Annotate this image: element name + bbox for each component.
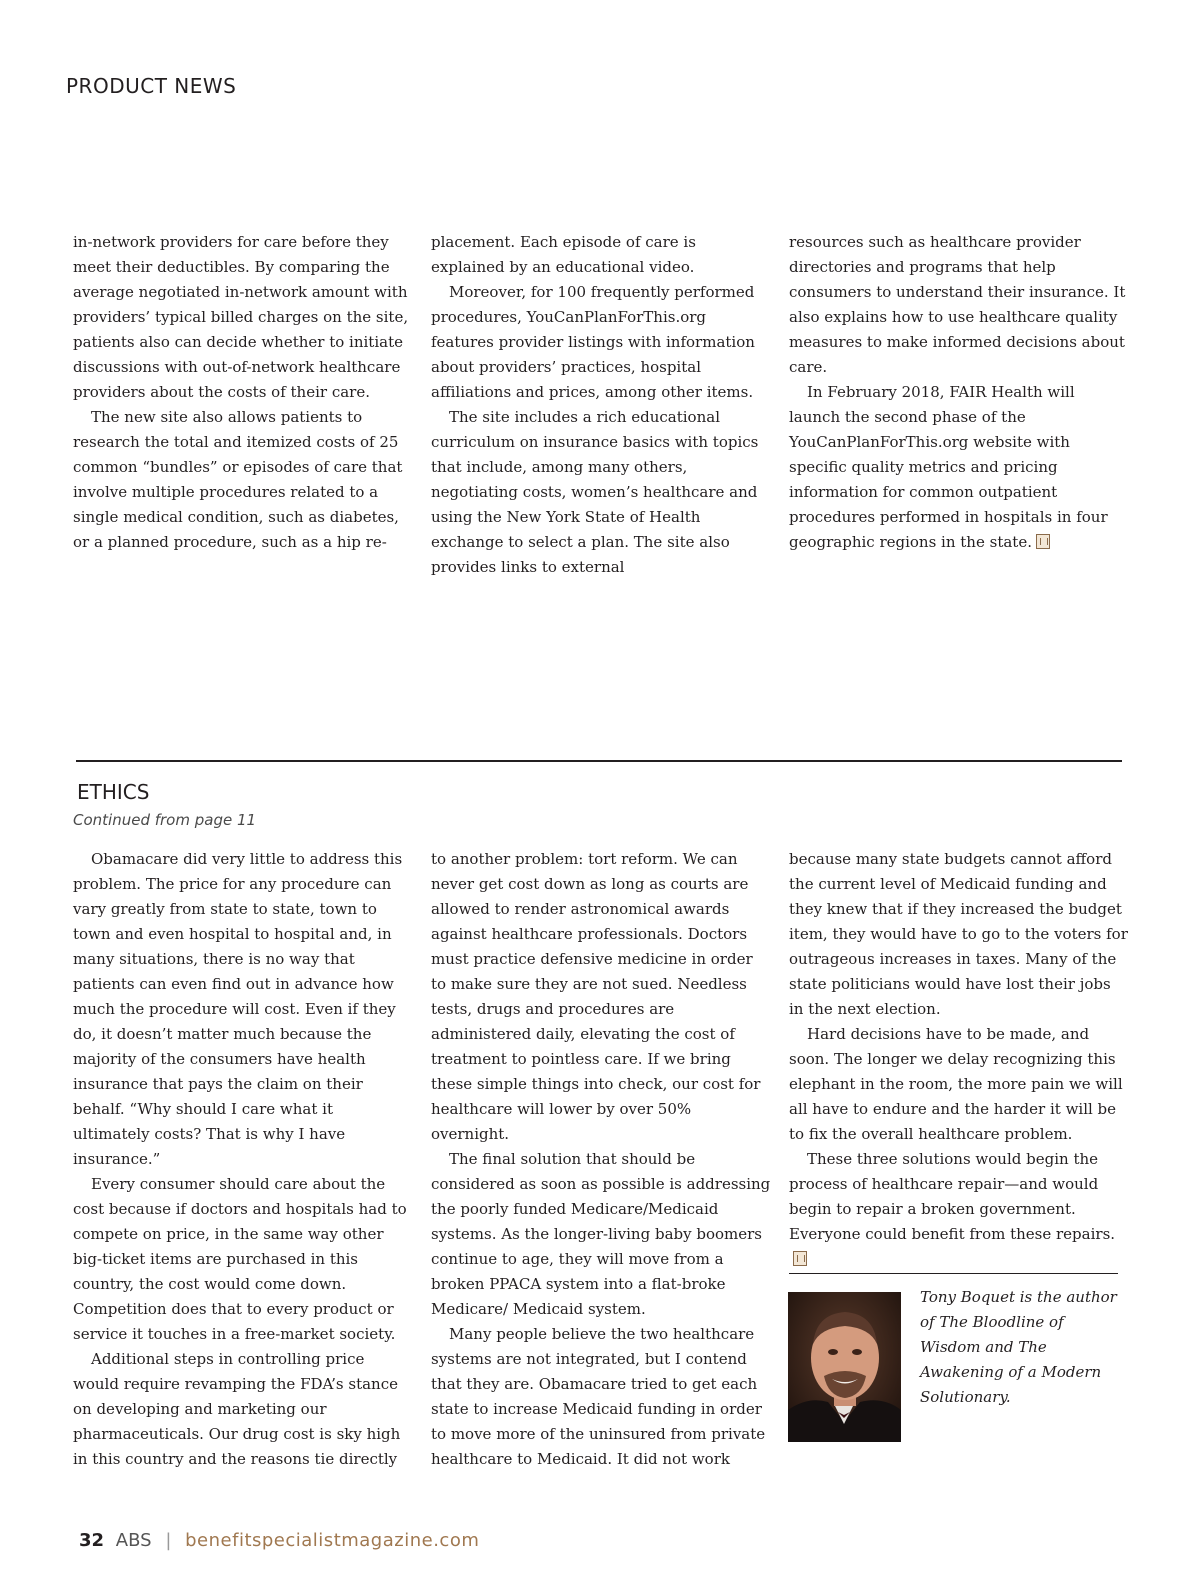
ethics-column-3 bbox=[789, 847, 1129, 1272]
paragraph: Every consumer should care about the cost because if doctors and hospitals had to compete on price, in the same way other big-ticket items are purchased in this country, the cost would come down. Competition does that to every product or service it touches in a free-market society. bbox=[73, 1175, 407, 1343]
paragraph: The new site also allows patients to research the total and itemized costs of 25 common “bundles” or episodes of care that involve multiple procedures related to a single medical condition, such as diabetes, or a planned procedure, such as a hip re- bbox=[73, 408, 403, 551]
section-title: PRODUCT NEWS bbox=[66, 74, 237, 98]
ethics-title: ETHICS bbox=[77, 780, 150, 804]
abs-end-mark-icon bbox=[793, 1251, 807, 1266]
paragraph bbox=[789, 1147, 1129, 1272]
paragraph: Hard decisions have to be made, and soon. The longer we delay recognizing this elephant in the room, the more pain we will all have to endure and the harder it will be to fix the overall healthcare problem. bbox=[789, 1025, 1123, 1143]
section-divider bbox=[76, 760, 1122, 762]
paragraph: placement. Each episode of care is explained by an educational video. bbox=[431, 233, 696, 276]
paragraph: resources such as healthcare provider directories and programs that help consumers to understand their insurance. It also explains how to use healthcare quality measures to make informed decisions about care. bbox=[789, 233, 1126, 376]
bio-divider bbox=[789, 1273, 1118, 1274]
product-news-column-2 bbox=[431, 230, 771, 580]
paragraph: to another problem: tort reform. We can never get cost down as long as courts are allowed to render astronomical awards against healthcare professionals. Doctors must practice defensive medicine in order to make sure they are not sued. Needless tests, drugs and procedures are administered daily, elevating the cost of treatment to pointless care. If we bring these simple things into check, our cost for healthcare will lower by over 50% overnight. bbox=[431, 850, 761, 1143]
paragraph: because many state budgets cannot afford the current level of Medicaid funding and they knew that if they increased the budget item, they would have to go to the voters for outrageous increases in taxes. Many of the state politicians would have lost their jobs in the next election. bbox=[789, 850, 1128, 1018]
paragraph-text: In February 2018, FAIR Health will launch the second phase of the YouCanPlanForThis.org website with specific quality metrics and pricing information for common outpatient procedures performed in hospitals in four geographic regions in the state. bbox=[789, 383, 1108, 551]
ethics-column-2 bbox=[431, 847, 771, 1472]
continued-from-note: Continued from page 11 bbox=[73, 811, 257, 829]
abs-end-mark-icon bbox=[1036, 534, 1050, 549]
paragraph: Many people believe the two healthcare systems are not integrated, but I contend that they are. Obamacare tried to get each state to increase Medicaid funding in order to move more of the uninsured from private healthcare to Medicaid. It did not work bbox=[431, 1325, 766, 1468]
paragraph: in-network providers for care before they meet their deductibles. By comparing the average negotiated in-network amount with providers’ typical billed charges on the site, patients also can decide whether to initiate discussions with out-of-network healthcare providers about the costs of their care. bbox=[73, 233, 409, 401]
ethics-column-1 bbox=[73, 847, 413, 1472]
page-footer bbox=[79, 1530, 479, 1551]
author-bio: Tony Boquet is the author of The Bloodline of Wisdom and The Awakening of a Modern Solutionary. bbox=[920, 1288, 1117, 1406]
website-url[interactable]: benefitspecialistmagazine.com bbox=[185, 1530, 480, 1551]
paragraph: The final solution that should be considered as soon as possible is addressing the poorly funded Medicare/Medicaid systems. As the longer-living baby boomers continue to age, they will move from a broken PPACA system into a flat-broke Medicare/ Medicaid system. bbox=[431, 1150, 771, 1318]
publication-name: ABS bbox=[115, 1530, 152, 1551]
product-news-column-3 bbox=[789, 230, 1129, 555]
footer-separator: | bbox=[165, 1530, 172, 1551]
paragraph: Additional steps in controlling price would require revamping the FDA’s stance on developing and marketing our pharmaceuticals. Our drug cost is sky high in this country and the reasons tie directly bbox=[73, 1350, 401, 1468]
product-news-column-1 bbox=[73, 230, 413, 555]
paragraph bbox=[789, 380, 1129, 555]
paragraph: Moreover, for 100 frequently performed procedures, YouCanPlanForThis.org features provider listings with information about providers’ practices, hospital affiliations and prices, among other items. bbox=[431, 283, 755, 401]
author-photo bbox=[788, 1292, 901, 1442]
page-number: 32 bbox=[79, 1530, 105, 1551]
paragraph: Obamacare did very little to address this problem. The price for any procedure can vary greatly from state to state, town to town and even hospital to hospital and, in many situations, there is no way that patients can even find out in advance how much the procedure will cost. Even if they do, it doesn’t matter much because the majority of the consumers have health insurance that pays the claim on their behalf. “Why should I care what it ultimately costs? That is why I have insurance.” bbox=[73, 850, 403, 1168]
paragraph: The site includes a rich educational curriculum on insurance basics with topics that include, among many others, negotiating costs, women’s healthcare and using the New York State of Health exchange to select a plan. The site also provides links to external bbox=[431, 408, 759, 576]
paragraph-text: These three solutions would begin the process of healthcare repair—and would begin to repair a broken government. Everyone could benefit from these repairs. bbox=[789, 1150, 1116, 1243]
